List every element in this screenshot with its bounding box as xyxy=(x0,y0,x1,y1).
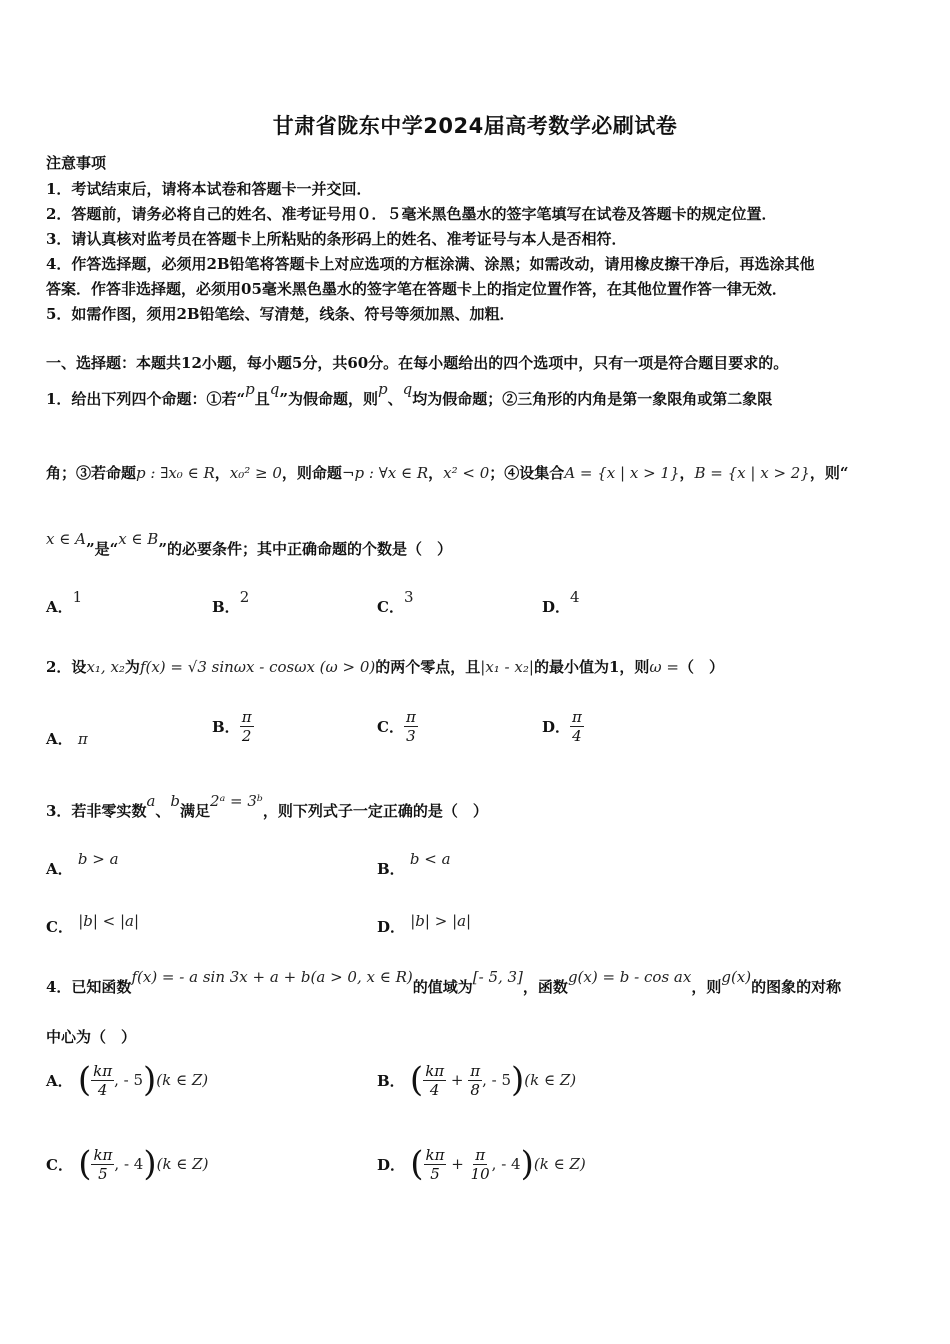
left-paren: ( xyxy=(77,1060,92,1100)
q1-text: ”为假命题，则 xyxy=(279,390,378,408)
question-3 xyxy=(46,792,488,821)
q1-text: ”是“ xyxy=(85,540,119,558)
option-label: C． xyxy=(377,598,404,616)
q4-option-a[interactable] xyxy=(46,1060,208,1100)
right-paren: ) xyxy=(143,1060,157,1100)
left-paren: ( xyxy=(410,1144,424,1184)
q2-math: x₁, x₂ xyxy=(86,658,125,676)
fraction xyxy=(91,1146,114,1183)
q2-text: 的两个零点，且 xyxy=(375,658,481,676)
fraction-denominator: 8 xyxy=(470,1080,480,1099)
fraction xyxy=(240,708,254,745)
q2-option-c[interactable] xyxy=(377,708,418,745)
option-label: D． xyxy=(542,718,571,736)
q1-math: A = {x | x > 1} xyxy=(564,464,680,482)
option-tail: (k ∈ Z) xyxy=(533,1155,586,1173)
q1-math: q xyxy=(269,380,280,398)
right-paren: ) xyxy=(511,1060,525,1100)
fraction-denominator: 2 xyxy=(241,727,252,745)
q1-option-a[interactable] xyxy=(46,588,83,617)
q4-math: [- 5, 3] xyxy=(472,968,523,986)
option-label: A． xyxy=(46,598,73,616)
fraction xyxy=(424,1146,447,1183)
fraction xyxy=(469,1146,492,1183)
q1-text: 且 xyxy=(254,390,270,408)
option-label: D． xyxy=(377,918,406,936)
option-value: |b| < |a| xyxy=(78,912,140,930)
q2-text: （ ） xyxy=(678,658,724,676)
q3-option-d[interactable] xyxy=(377,912,472,937)
fraction xyxy=(570,708,584,745)
fraction xyxy=(91,1062,114,1099)
option-label: B． xyxy=(212,718,240,736)
option-value: π xyxy=(77,730,88,748)
fraction-numerator: kπ xyxy=(425,1145,445,1164)
fraction-numerator: kπ xyxy=(93,1061,113,1080)
option-value: 1 xyxy=(72,588,83,606)
notice-item: 4．作答选择题，必须用2B铅笔将答题卡上对应选项的方框涂满、涂黑；如需改动，请用橡皮擦干净后，再选涂其他 xyxy=(46,255,815,273)
option-label: D． xyxy=(377,1155,406,1174)
q3-option-b[interactable] xyxy=(377,850,451,879)
fraction-denominator: 5 xyxy=(98,1164,108,1183)
option-label: A． xyxy=(46,1071,73,1090)
q1-text: 角；③若命题 xyxy=(46,464,137,482)
fraction-numerator: π xyxy=(572,708,582,726)
q1-math: p xyxy=(377,380,388,398)
fraction-numerator: π xyxy=(475,1145,486,1164)
option-label: C． xyxy=(377,718,404,736)
q1-math: x² < 0 xyxy=(443,464,490,482)
q1-text: 均为假命题；②三角形的内角是第一象限角或第二象限 xyxy=(412,390,773,408)
q2-option-d[interactable] xyxy=(542,708,584,745)
question-2 xyxy=(46,656,724,677)
option-value: 2 xyxy=(239,588,250,606)
q1-text: ， xyxy=(428,464,444,482)
q4-text: ，函数 xyxy=(522,978,568,996)
left-paren: ( xyxy=(409,1060,424,1100)
q3-math: 2ᵃ = 3ᵇ xyxy=(210,792,263,810)
q3-text: 3．若非零实数 xyxy=(46,802,147,820)
q1-text: ，则命题 xyxy=(281,464,342,482)
fraction-numerator: π xyxy=(241,708,252,726)
fraction-denominator: 4 xyxy=(97,1080,108,1099)
q1-option-c[interactable] xyxy=(377,588,414,617)
q2-math: ω = xyxy=(649,658,679,676)
q4-text: 4．已知函数 xyxy=(46,978,132,996)
option-tail: (k ∈ Z) xyxy=(156,1071,209,1089)
q3-option-a[interactable] xyxy=(46,850,119,879)
option-value: |b| > |a| xyxy=(410,912,472,930)
q3-math: a xyxy=(146,792,156,810)
option-label: C． xyxy=(46,1155,73,1174)
option-value: 4 xyxy=(570,588,580,606)
q3-text: ，则下列式子一定正确的是（ ） xyxy=(262,802,488,820)
fraction-denominator: 10 xyxy=(470,1164,490,1183)
option-label: B． xyxy=(377,1071,405,1090)
q1-text: 、 xyxy=(387,390,403,408)
q1-text: ， xyxy=(679,464,695,482)
q2-option-b[interactable] xyxy=(212,708,254,745)
q1-math: ¬p : ∀x ∈ R xyxy=(341,464,429,482)
right-paren: ) xyxy=(143,1144,157,1184)
q4-option-b[interactable] xyxy=(377,1060,576,1100)
q1-text: 1．给出下列四个命题：①若“ xyxy=(46,390,246,408)
q2-text: 为 xyxy=(124,658,140,676)
option-value: 3 xyxy=(403,588,414,606)
question-4-line-1 xyxy=(46,968,842,997)
fraction-numerator: π xyxy=(405,708,416,726)
option-label: C． xyxy=(46,918,73,936)
q1-text: ”的必要条件；其中正确命题的个数是（ ） xyxy=(158,540,452,558)
option-label: D． xyxy=(542,598,571,616)
notice-heading: 注意事项 xyxy=(46,154,107,172)
q2-math: |x₁ - x₂| xyxy=(480,658,534,676)
q1-option-d[interactable] xyxy=(542,588,580,617)
question-1-line-1 xyxy=(46,380,773,409)
plus-sign: + xyxy=(446,1071,469,1089)
option-label: A． xyxy=(46,860,73,878)
notice-item: 1．考试结束后，请将本试卷和答题卡一并交回． xyxy=(46,180,372,198)
option-rest: , - 4 xyxy=(114,1155,144,1173)
q3-text: 、 xyxy=(155,802,171,820)
q1-math: B = {x | x > 2} xyxy=(694,464,810,482)
q1-math: x₀² ≥ 0 xyxy=(229,464,282,482)
option-rest: , - 5 xyxy=(114,1071,144,1089)
q4-option-c[interactable] xyxy=(46,1144,208,1184)
q1-math: x ∈ B xyxy=(118,530,159,548)
q1-option-b[interactable] xyxy=(212,588,250,617)
q1-math: x ∈ A xyxy=(46,530,86,548)
fraction-denominator: 5 xyxy=(430,1164,440,1183)
question-4-line-2: 中心为（ ） xyxy=(46,1028,137,1046)
fraction-denominator: 4 xyxy=(572,727,582,745)
q4-text: ，则 xyxy=(691,978,722,996)
option-label: B． xyxy=(377,860,405,878)
question-1-line-2 xyxy=(46,462,849,483)
fraction xyxy=(423,1062,446,1099)
plus-sign: + xyxy=(446,1155,469,1173)
fraction-numerator: π xyxy=(470,1061,481,1080)
option-tail: (k ∈ Z) xyxy=(524,1071,577,1089)
q2-math: f(x) = √3 sinωx - cosωx (ω > 0) xyxy=(139,658,376,676)
q4-text: 的值域为 xyxy=(412,978,473,996)
q2-text: 的最小值为1，则 xyxy=(533,658,650,676)
q1-math: q xyxy=(402,380,413,398)
q4-option-d[interactable] xyxy=(377,1144,586,1184)
q4-math: g(x) xyxy=(721,968,752,986)
right-paren: ) xyxy=(520,1144,534,1184)
q1-math: p xyxy=(245,380,255,398)
q1-text: ， xyxy=(214,464,230,482)
page-title: 甘肃省陇东中学2024届高考数学必刷试卷 xyxy=(272,114,678,138)
q1-math: p : ∃x₀ ∈ R xyxy=(136,464,215,482)
question-1-line-3 xyxy=(46,530,452,559)
fraction-numerator: kπ xyxy=(425,1061,445,1080)
option-value: b < a xyxy=(409,850,451,868)
q3-text: 满足 xyxy=(180,802,211,820)
q1-text: ；④设集合 xyxy=(489,464,565,482)
fraction-denominator: 4 xyxy=(429,1080,440,1099)
notice-item: 答案．作答非选择题，必须用05毫米黑色墨水的签字笔在答题卡上的指定位置作答，在其他位置作答一律无效． xyxy=(46,280,787,298)
option-rest: , - 5 xyxy=(482,1071,512,1089)
notice-item: 5．如需作图，须用2B铅笔绘、写清楚，线条、符号等须加黑、加粗． xyxy=(46,305,515,323)
notice-item: 2．答题前，请务必将自己的姓名、准考证号用０．５毫米黑色墨水的签字笔填写在试卷及答题卡的规定位置． xyxy=(46,205,777,223)
option-tail: (k ∈ Z) xyxy=(156,1155,209,1173)
q2-text: 2．设 xyxy=(46,658,87,676)
q3-math: b xyxy=(170,792,181,810)
left-paren: ( xyxy=(78,1144,92,1184)
q2-option-a[interactable] xyxy=(46,728,88,749)
option-label: A． xyxy=(46,730,73,748)
q4-text: 的图象的对称 xyxy=(751,978,842,996)
option-label: B． xyxy=(212,598,240,616)
q1-text: ，则“ xyxy=(809,464,849,482)
fraction xyxy=(468,1062,482,1099)
section-heading: 一、选择题：本题共12小题，每小题5分，共60分。在每小题给出的四个选项中，只有一项是符合题目要求的。 xyxy=(46,354,789,372)
q4-math: g(x) = b - cos ax xyxy=(567,968,692,986)
option-rest: , - 4 xyxy=(491,1155,521,1173)
notice-item: 3．请认真核对监考员在答题卡上所粘贴的条形码上的姓名、准考证号与本人是否相符． xyxy=(46,230,627,248)
fraction-denominator: 3 xyxy=(406,727,416,745)
option-value: b > a xyxy=(77,850,119,868)
fraction-numerator: kπ xyxy=(93,1145,113,1164)
q3-option-c[interactable] xyxy=(46,912,140,937)
fraction xyxy=(404,708,418,745)
q4-math: f(x) = - a sin 3x + a + b(a > 0, x ∈ R) xyxy=(131,968,413,986)
